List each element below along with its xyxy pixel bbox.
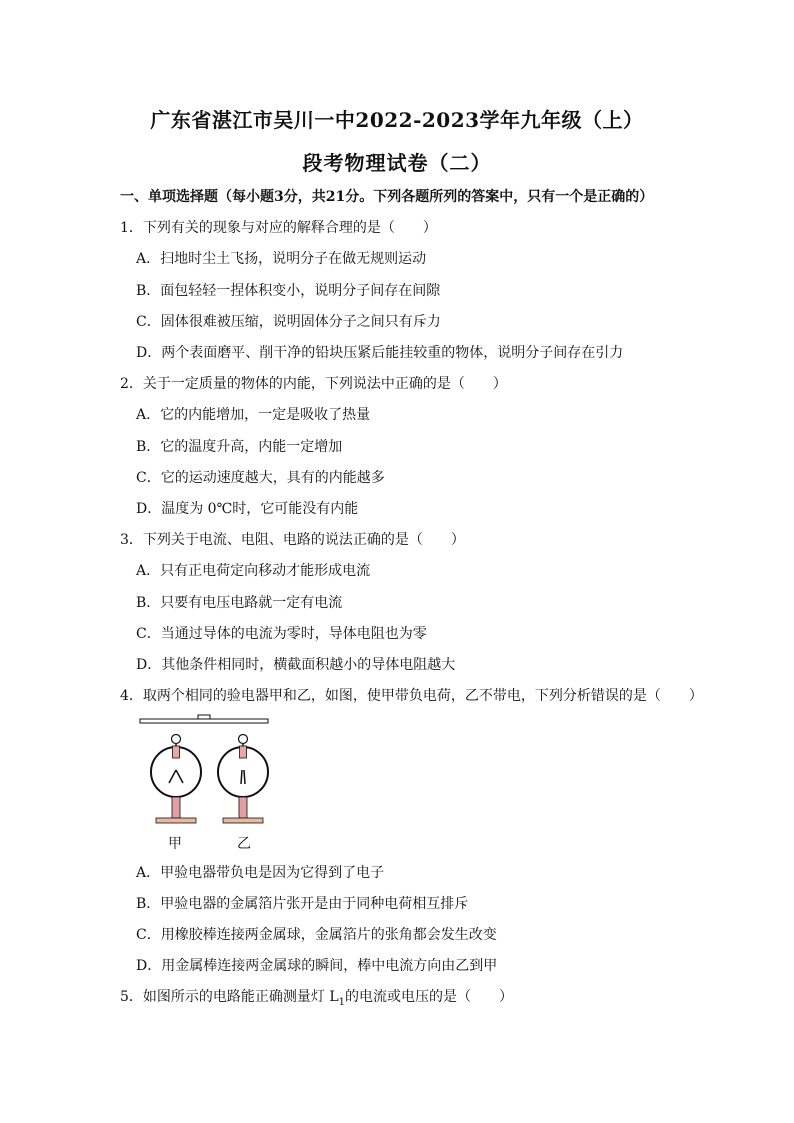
- question-5-stem-text: 5．如图所示的电路能正确测量灯 L: [120, 989, 339, 1005]
- question-4-option-d: D．用金属棒连接两金属球的瞬间，棒中电流方向由乙到甲: [136, 958, 498, 974]
- question-3-stem: 3．下列关于电流、电阻、电路的说法正确的是（ ）: [120, 532, 465, 548]
- electroscope-diagram: [136, 712, 276, 832]
- question-4-option-c: C．用橡胶棒连接两金属球，金属箔片的张角都会发生改变: [136, 927, 497, 943]
- question-2-option-c: C．它的运动速度越大，具有的内能越多: [136, 470, 385, 486]
- question-3-option-b: B．只要有电压电路就一定有电流: [136, 595, 343, 611]
- question-3-option-c: C．当通过导体的电流为零时，导体电阻也为零: [136, 626, 427, 642]
- question-5-stem: [120, 988, 513, 1006]
- section-heading: 一、单项选择题（每小题3分，共21分。下列各题所列的答案中，只有一个是正确的）: [120, 189, 654, 205]
- question-4-option-b: B．甲验电器的金属箔片张开是由于同种电荷相互排斥: [136, 896, 469, 912]
- electroscope-figure: [136, 712, 276, 857]
- question-1-option-d: D．两个表面磨平、削干净的铅块压紧后能挂较重的物体，说明分子间存在引力: [136, 345, 624, 361]
- question-2-option-d: D．温度为 0℃时，它可能没有内能: [136, 501, 359, 517]
- exam-title-line2: 段考物理试卷（二）: [302, 151, 492, 175]
- question-4-stem: 4．取两个相同的验电器甲和乙，如图，使甲带负电荷，乙不带电，下列分析错误的是（ ）: [120, 688, 703, 704]
- exam-title-line1: 广东省湛江市吴川一中2022-2023学年九年级（上）: [150, 108, 644, 132]
- question-5-stem-tail: 的电流或电压的是（ ）: [345, 989, 514, 1005]
- question-1-option-c: C．固体很难被压缩，说明固体分子之间只有斥力: [136, 314, 441, 330]
- question-3-option-d: D．其他条件相同时，横截面积越小的导体电阻越大: [136, 657, 456, 673]
- stand-jia: [172, 797, 180, 818]
- connecting-rod: [140, 719, 268, 723]
- question-3-option-a: A．只有正电荷定向移动才能形成电流: [136, 563, 371, 579]
- question-1-stem: 1．下列有关的现象与对应的解释合理的是（ ）: [120, 220, 437, 236]
- rod-handle: [198, 715, 210, 719]
- foil-yi-left: [241, 770, 242, 784]
- label-yi: 乙: [237, 836, 251, 852]
- label-jia: 甲: [168, 836, 182, 852]
- question-5-subscript: 1: [338, 996, 346, 1008]
- metal-ball-yi: [239, 735, 248, 744]
- question-2-option-b: B．它的温度升高，内能一定增加: [136, 439, 343, 455]
- electroscope-yi: [218, 735, 268, 824]
- question-2-stem: 2．关于一定质量的物体的内能，下列说法中正确的是（ ）: [120, 376, 507, 392]
- question-2-option-a: A．它的内能增加，一定是吸收了热量: [136, 407, 371, 423]
- base-yi: [223, 818, 263, 823]
- question-1-option-b: B．面包轻轻一捏体积变小，说明分子间存在间隙: [136, 283, 441, 299]
- stand-yi: [239, 797, 247, 818]
- electroscope-jia: [151, 735, 201, 824]
- base-jia: [156, 818, 196, 823]
- metal-ball-jia: [172, 735, 181, 744]
- question-1-option-a: A．扫地时尘土飞扬，说明分子在做无规则运动: [136, 251, 427, 267]
- foil-yi-right: [244, 770, 245, 784]
- question-4-option-a: A．甲验电器带负电是因为它得到了电子: [136, 865, 385, 881]
